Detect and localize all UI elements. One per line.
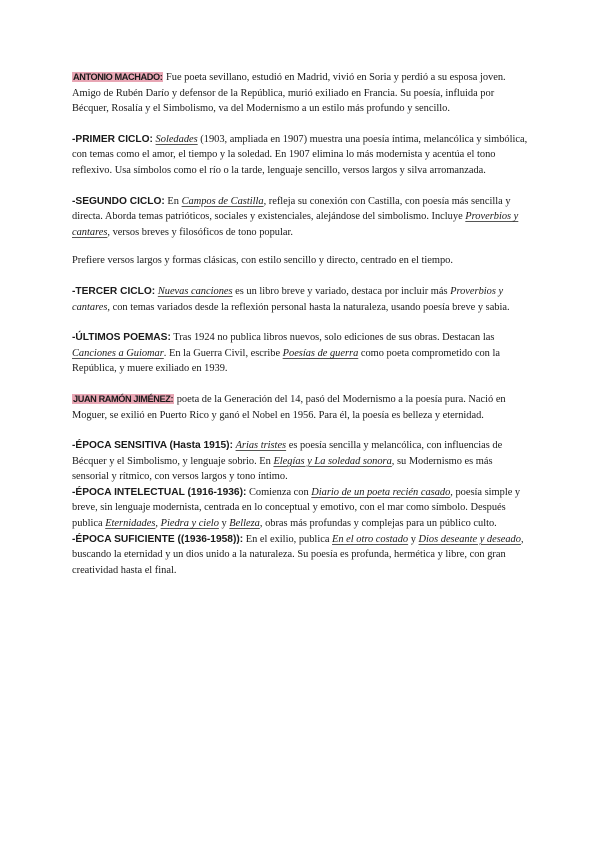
paragraph-text: , con temas variados desde la reflexión personal hasta la naturaleza, usando poesía breve y sabia. [107,301,510,313]
paragraph-text: poeta de la Generación del 14, pasó del Modernismo a la poesía pura. Nació en Moguer, se exilió en Puerto Rico y ganó el Nobel en 1956. Para él, la poesía es belleza y eternidad. [72,393,506,421]
work-title: Dios deseante y deseado [418,533,521,545]
paragraph-text: como poeta comprometido con la República, y muere exiliado en 1939. [72,347,500,375]
document-page [72,70,532,578]
work-title: Proverbios y cantares [72,211,519,238]
work-title: Arias tristes [235,440,287,452]
segundo-ciclo-paragraph [72,194,532,241]
section-heading: -ÉPOCA SENSITIVA (Hasta 1915): [72,440,233,452]
paragraph-text: , versos breves y filosóficos de tono popular. [107,226,293,238]
antonio-machado-intro [72,70,532,117]
author-name-highlight: JUAN RAMÓN JIMÉNEZ: [73,393,174,404]
paragraph-text: , obras más profundas y complejas para un público culto. [259,518,497,530]
section-heading: -ÉPOCA INTELECTUAL (1916-1936): [72,486,247,498]
paragraph-text: , poesía simple y breve, sin lenguaje modernista, centrada en lo conceptual y emotivo, con el mar como símbolo. Después publica [72,486,521,530]
prefiere-paragraph: Prefiere versos largos y formas clásicas, con estilo sencillo y directo, centrado en el tiempo. [72,255,453,267]
section-heading: -TERCER CICLO: [72,285,156,297]
work-title: Diario de un poeta recién casado [311,486,451,498]
paragraph-text: En el exilio, publica [243,533,333,545]
paragraph-text: Fue poeta sevillano, estudió en Madrid, vivió en Soria y perdió a su esposa joven. Amigo de Rubén Darío y defensor de la República, murió exiliado en Francia. Su poesía, influida por Bécquer, Rosalía y el Simbolismo, va del Modernismo a un estilo más profundo y sencillo. [72,72,506,115]
work-title: Elegías y La soledad sonora [273,455,392,467]
work-title: Belleza [229,518,260,530]
primer-ciclo-paragraph [72,132,532,179]
work-title: En el otro costado [332,533,409,545]
section-heading: -PRIMER CICLO: [72,133,153,145]
tercer-ciclo-paragraph [72,284,532,315]
paragraph-text: , su Modernismo es más sensorial y rítmico, con versos largos y tono íntimo. [72,455,493,483]
ultimos-poemas-paragraph [72,330,532,377]
author-name-highlight: ANTONIO MACHADO: [73,72,163,82]
paragraph-text: . En la Guerra Civil, escribe [163,347,283,359]
section-heading: -ÚLTIMOS POEMAS: [72,332,171,344]
epoca-sensitiva-paragraph [72,438,532,485]
paragraph-text: En [164,195,182,207]
work-title: Soledades [155,133,198,145]
epoca-intelectual-paragraph [72,485,532,532]
paragraph-text: y [408,533,419,545]
paragraph-text: (1903, ampliada en 1907) muestra una poesía íntima, melancólica y simbólica, con temas como el amor, el tiempo y la soledad. En 1907 elimina lo más modernista y acentúa el tono reflexivo. Usa símbolos como el río o la tarde, lenguaje sencillo, versos largos y silva arromanzada. [72,133,528,176]
work-title: Nuevas canciones [157,285,233,297]
paragraph-text: , [155,518,161,530]
paragraph-text: y [218,518,230,530]
work-title: Eternidades [105,518,156,530]
paragraph-text: Comienza con [246,486,312,498]
work-title: Proverbios y cantares [72,285,504,313]
work-title: Piedra y cielo [160,518,219,530]
paragraph-text: Tras 1924 no publica libros nuevos, solo ediciones de sus obras. Destacan las [170,332,495,344]
juan-ramon-intro [72,392,532,423]
section-heading: -SEGUNDO CICLO: [72,195,165,207]
work-title: Campos de Castilla [181,195,264,207]
section-heading: -ÉPOCA SUFICIENTE ((1936-1958)): [72,533,244,545]
work-title: Canciones a Guiomar [72,347,164,359]
paragraph-text: , refleja su conexión con Castilla, con poesía más sencilla y directa. Aborda temas patrióticos, sociales y existenciales, alejándose del simbolismo. Incluye [72,195,511,223]
work-title: Poesías de guerra [282,347,359,359]
paragraph-text: es un libro breve y variado, destaca por incluir más [232,285,451,297]
paragraph-text: es poesía sencilla y melancólica, con influencias de Bécquer y el Simbolismo, y lenguaje sobrio. En [72,440,503,467]
epoca-suficiente-paragraph [72,532,532,579]
paragraph-text: , buscando la eternidad y un dios unido a la naturaleza. Su poesía es profunda, hermética y libre, con gran creatividad hasta el final. [72,533,524,576]
